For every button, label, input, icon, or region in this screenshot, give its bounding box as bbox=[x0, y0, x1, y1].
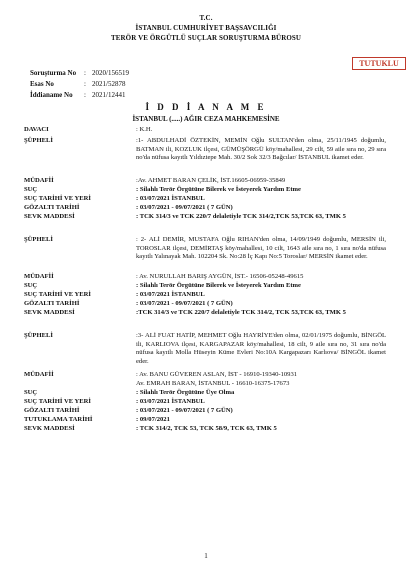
page-number: 1 bbox=[204, 552, 208, 560]
field-value: : Silahlı Terör Örgütüne Bilerek ve İsteyerek Yardım Etme bbox=[136, 186, 301, 193]
field-value: Av. EMRAH BARAN, İSTANBUL - 16610-16375-17673 bbox=[136, 380, 290, 387]
field-label: ŞÜPHELİ bbox=[24, 332, 53, 339]
field-value: : 03/07/2021 - 09/07/2021 ( 7 GÜN) bbox=[136, 204, 233, 211]
field-label: ŞÜPHELİ bbox=[24, 236, 53, 243]
field-value: : K.H. bbox=[136, 126, 153, 133]
field-label: SUÇ bbox=[24, 282, 38, 289]
field-value: : 03/07/2021 - 09/07/2021 ( 7 GÜN) bbox=[136, 407, 233, 414]
field-label: GÖZALTI TARİHİ bbox=[24, 204, 80, 211]
header-bureau: TERÖR VE ÖRGÜTLÜ SUÇLAR SORUŞTURMA BÜROSU bbox=[110, 34, 302, 42]
field-label: MÜDAFİİ bbox=[24, 177, 54, 184]
field-value: :Av. AHMET BARAN ÇELİK, İST.16605-06959-35849 bbox=[136, 177, 286, 184]
header-tc: T.C. bbox=[199, 14, 213, 22]
field-label: TUTUKLAMA TARİHİ bbox=[24, 416, 93, 423]
field-value: : 2- ALİ DEMİR, MUSTAFA Oğlu RIHAN'den olma, 14/09/1949 doğumlu, MERSİN ili, TOROSLAR ilçesi, DEMİRTAŞ köy/mahallesi, 10 cilt, 1643 aile sıra no, 1 sıra no'da nüfusa kayıtlı Yalınayak Mah. 102204 Sk. No:28 İç Kapı No:5 Toroslar/ MERSİN ikamet eder. bbox=[136, 236, 386, 261]
field-label: SUÇ bbox=[24, 389, 38, 396]
field-value: : 03/07/2021 İSTANBUL bbox=[136, 398, 205, 405]
field-value: : Av. NURULLAH BARIŞ AYGÜN, İST.- 16506-05248-49615 bbox=[136, 273, 304, 280]
field-value: : 03/07/2021 İSTANBUL bbox=[136, 195, 205, 202]
field-value: : TCK 314/3 ve TCK 220/7 delaletiyle TCK 314/2,TCK 53,TCK 63, TMK 5 bbox=[136, 213, 346, 220]
field-label: SEVK MADDESİ bbox=[24, 425, 75, 432]
field-label: ŞÜPHELİ bbox=[24, 137, 53, 144]
field-value: : 03/07/2021 - 09/07/2021 ( 7 GÜN) bbox=[136, 300, 233, 307]
court-address: İSTANBUL (.....) AĞIR CEZA MAHKEMESİNE bbox=[132, 115, 280, 123]
field-label: SEVK MADDESİ bbox=[24, 309, 75, 316]
field-label: MÜDAFİİ bbox=[24, 371, 54, 378]
meta-indictment: İddianame No : 2021/12441 bbox=[30, 91, 126, 99]
field-value: : 03/07/2021 İSTANBUL bbox=[136, 291, 205, 298]
field-label: SUÇ bbox=[24, 186, 38, 193]
field-value: : 09/07/2021 bbox=[136, 416, 170, 423]
field-value: : Av. BANU GÜVEREN ASLAN, İST - 16910-19340-10931 bbox=[136, 371, 298, 378]
field-label: SUÇ TARİHİ VE YERİ bbox=[24, 195, 91, 202]
header-office: İSTANBUL CUMHURİYET BAŞSAVCILIĞI bbox=[135, 24, 277, 32]
field-label: DAVACI bbox=[24, 126, 49, 133]
meta-case: Esas No : 2021/52878 bbox=[30, 80, 126, 88]
field-label: SEVK MADDESİ bbox=[24, 213, 75, 220]
field-label: SUÇ TARİHİ VE YERİ bbox=[24, 291, 91, 298]
field-label: GÖZALTI TARİHİ bbox=[24, 300, 80, 307]
field-value: :1- ABDULHADİ ÖZTEKİN, MEMİN Oğlu SULTAN'den olma, 25/11/1945 doğumlu, BATMAN ili, KOZLUK ilçesi, GÜMÜŞÖRGÜ köy/mahallesi, 29 cilt, 59 aile sıra no, 29 sıra no'da nüfusa kayıtlı Yıldıztepe Mah. 30/2 Sok 32/3 Bağcılar/ İSTANBUL ikamet eder. bbox=[136, 137, 386, 162]
field-label: MÜDAFİİ bbox=[24, 273, 54, 280]
field-value: :TCK 314/3 ve TCK 220/7 delaletiyle TCK 314/2, TCK 53,TCK 63, TMK 5 bbox=[136, 309, 346, 316]
meta-investigation: Soruşturma No : 2020/156519 bbox=[30, 69, 129, 77]
field-value: : Silahlı Terör Örgütüne Bilerek ve İsteyerek Yardım Etme bbox=[136, 282, 301, 289]
field-value: : TCK 314/2, TCK 53, TCK 58/9, TCK 63, TMK 5 bbox=[136, 425, 277, 432]
field-label: GÖZALTI TARİHİ bbox=[24, 407, 80, 414]
detained-stamp: TUTUKLU bbox=[352, 57, 406, 70]
field-label: SUÇ TARİHİ VE YERİ bbox=[24, 398, 91, 405]
document-title: İ D D İ A N A M E bbox=[145, 102, 267, 112]
field-value: : Silahlı Terör Örgütüne Üye Olma bbox=[136, 389, 235, 396]
field-value: :3- ALİ FUAT HATİP, MEHMET Oğlu HAYRİYE'den olma, 02/01/1975 doğumlu, BİNGÖL ili, KARLIOVA ilçesi, KARGAPAZAR köy/mahallesi, 18 cilt, 9 aile sıra no, 31 sıra no'da nüfusa kayıtlı Molla Hüseyin Küme Evleri No:10A Kargapazarı Karlıova/ BİNGÖL ikamet eder. bbox=[136, 332, 386, 365]
